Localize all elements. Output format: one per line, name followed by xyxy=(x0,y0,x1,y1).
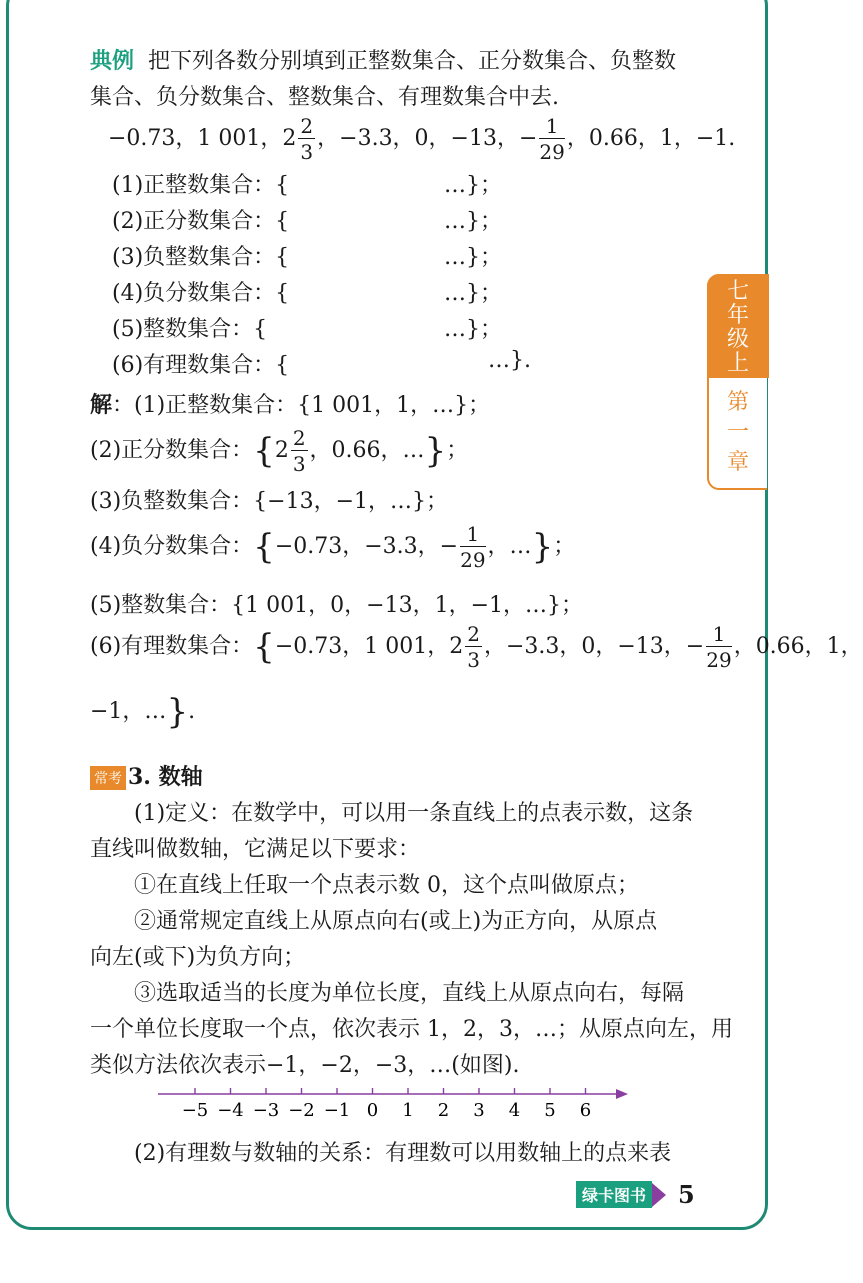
number-line xyxy=(150,1086,650,1126)
arrow-icon xyxy=(652,1183,666,1207)
axis-tick-label: 6 xyxy=(579,1100,592,1121)
numbers-b: ，−3.3，0，−13，− xyxy=(317,126,538,151)
axis-tick-label: 4 xyxy=(508,1100,521,1121)
solution-line-7: −1，…}. xyxy=(90,692,196,732)
requirement-1: ①在直线上任取一个点表示数 0，这个点叫做原点； xyxy=(134,873,639,898)
requirement-2-line-1: ②通常规定直线上从原点向右(或上)为正方向，从原点 xyxy=(134,909,658,934)
requirement-3-line-1: ③选取适当的长度为单位长度，直线上从原点向右，每隔 xyxy=(134,981,685,1006)
blank-set-label: (1)正整数集合：{ xyxy=(112,173,290,198)
axis-tick-label: −1 xyxy=(323,1100,351,1121)
blank-set-label: (3)负整数集合：{ xyxy=(112,245,290,270)
example-text-2: 集合、负分数集合、整数集合、有理数集合中去. xyxy=(90,85,559,110)
example-line-1 xyxy=(90,44,676,75)
solution-line-6: (6)有理数集合：{−0.73，1 001，2 $\frac{2}{3}$ ，−3.3，0，−13，− $\frac{1}{29}$ ，0.66，1， xyxy=(90,622,863,672)
definition-line-1: (1)定义：在数学中，可以用一条直线上的点表示数，这条 xyxy=(134,801,694,826)
example-line-2 xyxy=(90,80,559,111)
axis-tick-label: −4 xyxy=(217,1100,244,1121)
section-tag: 常考 xyxy=(90,766,126,790)
footer xyxy=(576,1180,695,1208)
definition-line-2: 直线叫做数轴，它满足以下要求： xyxy=(90,837,421,862)
page-number: 5 xyxy=(678,1180,695,1209)
number-list xyxy=(108,116,735,162)
blank-set-end: …}； xyxy=(444,281,502,306)
axis-tick-label: 5 xyxy=(544,1100,556,1121)
axis-tick-label: −3 xyxy=(252,1100,280,1121)
solution-1: ：(1)正整数集合：{1 001，1，…}； xyxy=(112,393,491,418)
section-heading xyxy=(90,760,203,791)
example-text-1: 把下列各数分别填到正整数集合、正分数集合、负整数 xyxy=(148,49,677,74)
blank-set-label: (5)整数集合：{ xyxy=(112,317,268,342)
blank-set-end: …}； xyxy=(444,245,502,270)
solution-label: 解 xyxy=(90,392,113,418)
solution-line-5: (5)整数集合：{1 001，0，−13，1，−1，…}； xyxy=(90,593,583,618)
axis-tick-label: −2 xyxy=(288,1100,315,1121)
solution-line-4: (4)负分数集合：{−0.73，−3.3，− $\frac{1}{29}$ ，…}； xyxy=(90,522,576,572)
brand-label: 绿卡图书 xyxy=(576,1181,652,1208)
blank-set-end: …}； xyxy=(444,209,502,234)
fraction-1-29: $\frac{1}{29}$ xyxy=(539,114,565,164)
solution-line-3: (3)负整数集合：{−13，−1，…}； xyxy=(90,489,449,514)
blank-set-label: (4)负分数集合：{ xyxy=(112,281,290,306)
blank-set-end: …}； xyxy=(444,173,502,198)
solution-line-1 xyxy=(90,388,490,419)
blank-set-label: (2)正分数集合：{ xyxy=(112,209,290,234)
chapter-label: 第 一 章 xyxy=(726,390,749,475)
axis-arrow xyxy=(616,1089,628,1099)
requirement-3-line-3: 类似方法依次表示−1，−2，−3，…(如图). xyxy=(90,1053,520,1078)
requirement-2-line-2: 向左(或下)为负方向； xyxy=(90,945,306,970)
blank-set-end: …}； xyxy=(444,317,502,342)
chapter-side-tab xyxy=(707,274,767,490)
relation-line: (2)有理数与数轴的关系：有理数可以用数轴上的点来表 xyxy=(134,1141,672,1166)
numbers-c: ，0.66，1，−1. xyxy=(566,126,736,151)
axis-tick-label: 2 xyxy=(437,1100,450,1121)
axis-tick-label: 0 xyxy=(366,1100,379,1121)
solution-line-2: (2)正分数集合：{2 $\frac{2}{3}$ ，0.66，…}； xyxy=(90,426,469,476)
axis-tick-label: −5 xyxy=(181,1100,209,1121)
axis-tick-label: 1 xyxy=(402,1100,414,1121)
numbers-a: −0.73，1 001，2 xyxy=(108,126,297,151)
grade-label: 七 年 级 上 xyxy=(707,274,769,378)
axis-tick-label: 3 xyxy=(473,1100,485,1121)
requirement-3-line-2: 一个单位长度取一个点，依次表示 1，2，3，…；从原点向左，用 xyxy=(90,1017,733,1042)
blank-set-label: (6)有理数集合：{ xyxy=(112,353,290,378)
section-title: 3. 数轴 xyxy=(128,764,203,790)
example-label: 典例 xyxy=(90,49,135,74)
blank-set-end: …}. xyxy=(488,348,531,373)
fraction-2-3: $\frac{2}{3}$ xyxy=(300,114,314,164)
